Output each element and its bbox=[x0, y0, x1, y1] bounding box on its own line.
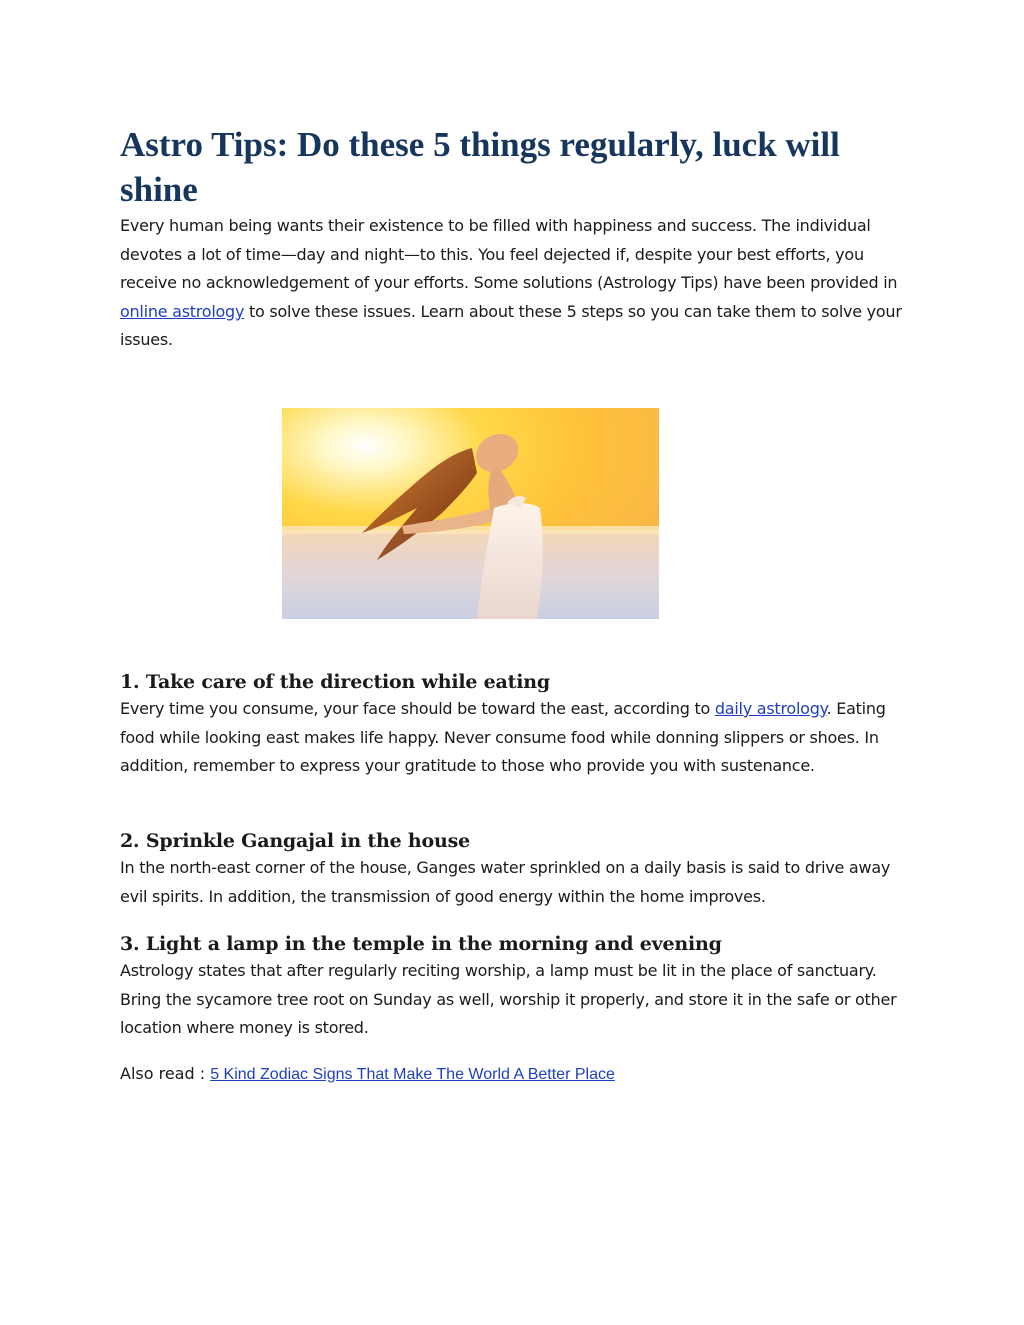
intro-text-end: to solve these issues. Learn about these 5 steps so you can take them to solve your issues. bbox=[120, 301, 902, 349]
section-gangajal bbox=[120, 828, 910, 911]
woman-in-sunlight-photo-icon bbox=[282, 408, 659, 619]
section-text-start: Every time you consume, your face should be toward the east, according to bbox=[120, 699, 715, 718]
intro-text-start: Every human being wants their existence to be filled with happiness and success. The individual devotes a lot of time—day and night—to this. You feel dejected if, despite your best efforts, you receive no acknowledgement of your efforts. Some solutions (Astrology Tips) have been provided in bbox=[120, 216, 898, 292]
also-read-link[interactable]: 5 Kind Zodiac Signs That Make The World A Better Place bbox=[210, 1066, 615, 1083]
hero-image bbox=[282, 408, 659, 619]
also-read bbox=[120, 1062, 615, 1087]
section-lamp bbox=[120, 931, 910, 1043]
section-paragraph: Astrology states that after regularly reciting worship, a lamp must be lit in the place of sanctuary. Bring the sycamore tree root on Sunday as well, worship it properly, and store it in the safe or other location where money is stored. bbox=[120, 961, 897, 1037]
online-astrology-link[interactable]: online astrology bbox=[120, 301, 245, 321]
section-text-end: . Eating food while looking east makes life happy. Never consume food while donning slippers or shoes. In addition, remember to express your gratitude to those who provide you with sustenance. bbox=[120, 699, 886, 775]
intro-paragraph bbox=[120, 212, 910, 355]
document-page bbox=[120, 122, 910, 1083]
daily-astrology-link[interactable]: daily astrology bbox=[714, 699, 827, 718]
section-heading: 3. Light a lamp in the temple in the morning and evening bbox=[120, 933, 722, 955]
section-paragraph bbox=[120, 695, 910, 781]
section-direction-eating bbox=[120, 669, 910, 781]
section-heading: 2. Sprinkle Gangajal in the house bbox=[120, 830, 470, 852]
also-read-label: Also read : bbox=[120, 1064, 211, 1083]
article-title: Astro Tips: Do these 5 things regularly, luck will shine bbox=[120, 125, 840, 209]
section-paragraph: In the north-east corner of the house, Ganges water sprinkled on a daily basis is said to drive away evil spirits. In addition, the transmission of good energy within the home improves. bbox=[120, 858, 891, 906]
section-heading: 1. Take care of the direction while eating bbox=[120, 671, 550, 693]
